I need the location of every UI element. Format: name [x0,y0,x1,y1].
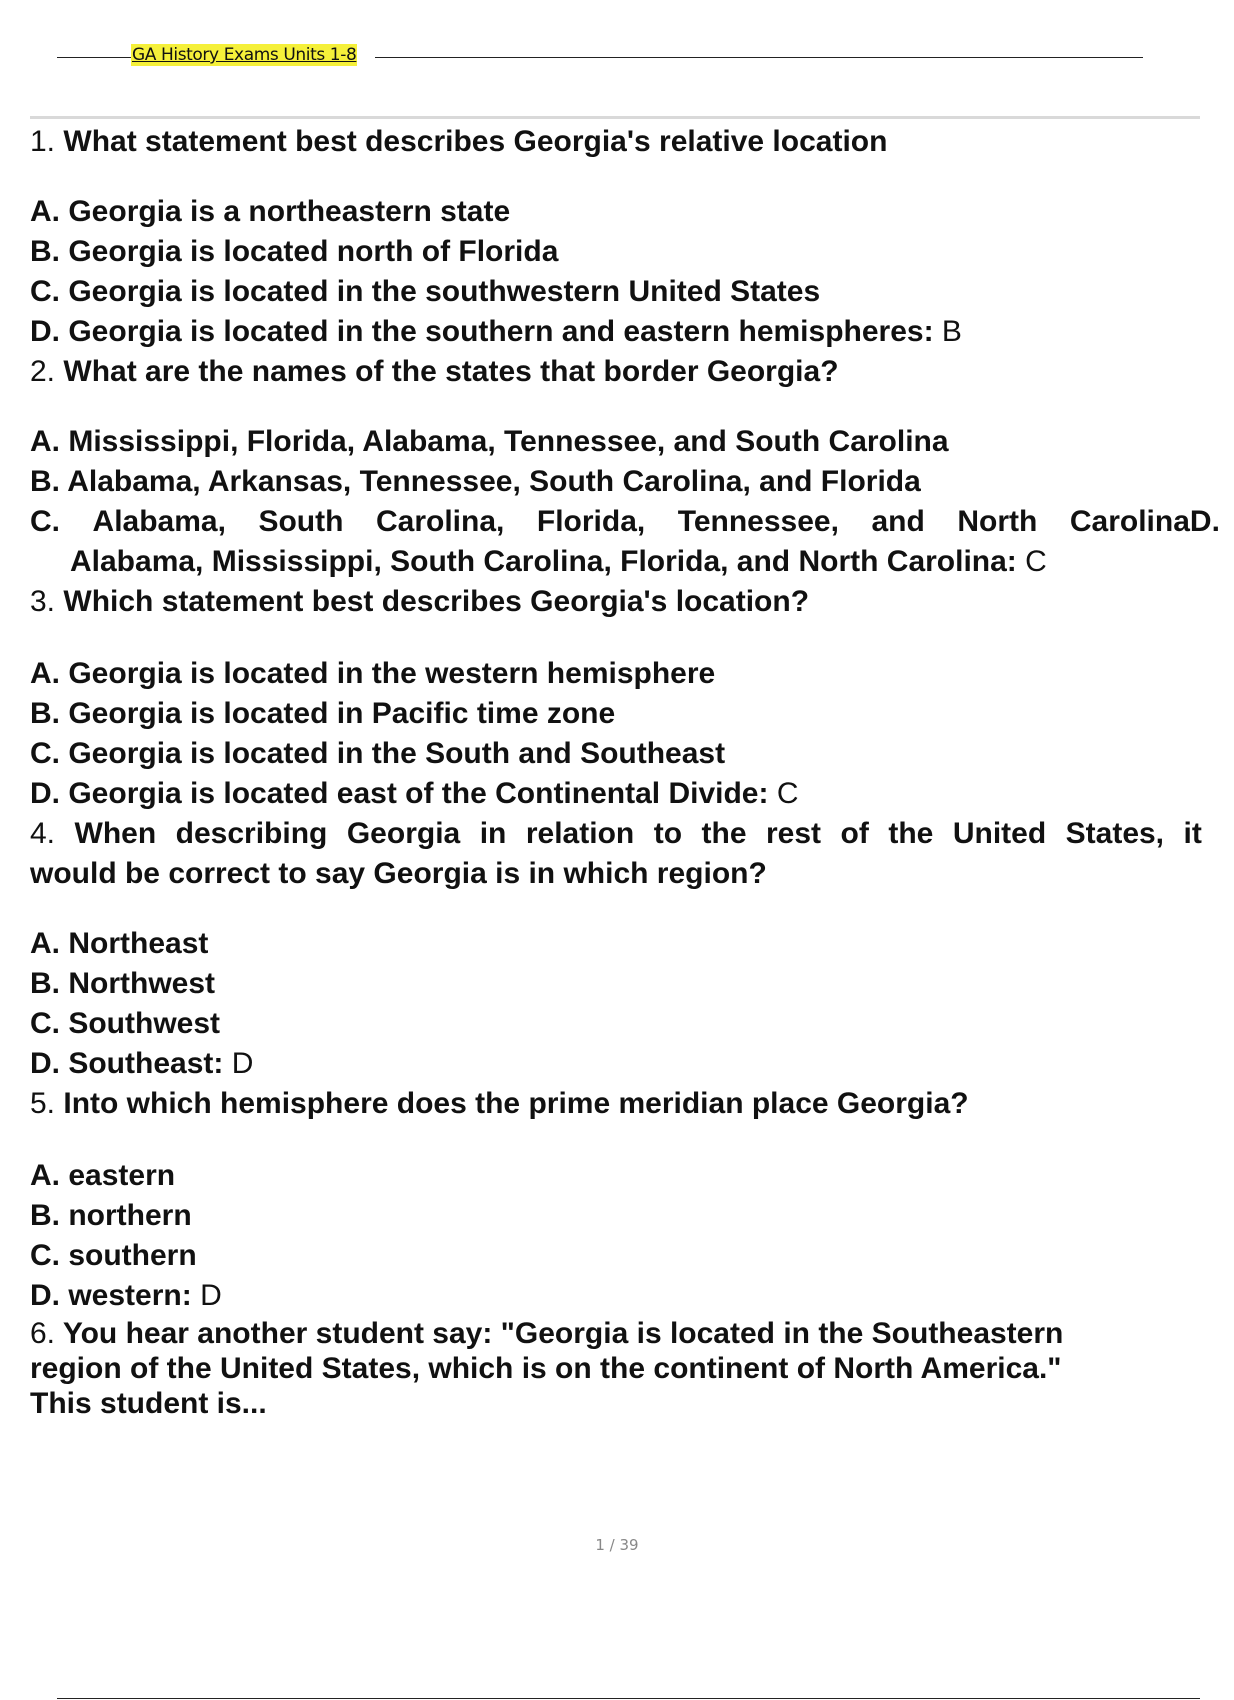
answer-key: B [941,315,962,348]
question-text-line-3: This student is... [30,1387,267,1420]
answer-key: C [776,777,799,810]
question-text-line-2: region of the United States, which is on the continent of North America." [30,1352,1062,1385]
question-text: 4. When describing Georgia in relation to the rest of the United States, it [30,817,1202,850]
option-a: A. Georgia is a northeastern state [30,195,511,228]
option-b: B. Georgia is located in Pacific time zone [30,697,616,730]
header-rule-right [375,57,1143,58]
answer-key: D [200,1279,222,1312]
question-4 [30,814,1202,1084]
option-b: B. northern [30,1199,192,1232]
document-title: GA History Exams Units 1-8 [132,45,357,65]
question-2 [30,352,1220,582]
answer-key: D [231,1047,254,1080]
option-b: B. Alabama, Arkansas, Tennessee, South Carolina, and Florida [30,465,921,498]
option-c: C. southern [30,1239,197,1272]
option-d: Alabama, Mississippi, South Carolina, Florida, and North Carolina: C [70,545,1047,578]
option-c: C. Georgia is located in the South and Southeast [30,737,726,770]
question-6 [30,1316,1198,1421]
option-b: B. Northwest [30,967,216,1000]
option-c: C. Georgia is located in the southwestern United States [30,275,821,308]
option-a: A. eastern [30,1159,176,1192]
question-text-continued: would be correct to say Georgia is in which region? [30,857,767,890]
option-c: C. Alabama, South Carolina, Florida, Tennessee, and North CarolinaD. [30,505,1220,538]
option-a: A. Georgia is located in the western hemisphere [30,657,716,690]
answer-key: C [1025,545,1047,578]
footer-rule [57,1698,1200,1699]
question-text: 5. Into which hemisphere does the prime meridian place Georgia? [30,1087,969,1120]
option-d: D. Southeast: D [30,1047,254,1080]
question-text: 1. What statement best describes Georgia's relative location [30,125,888,158]
question-text-line-1: 6. You hear another student say: "Georgia is located in the Southeastern [30,1317,1064,1350]
option-d: D. Georgia is located east of the Continental Divide: C [30,777,799,810]
exam-content [30,122,1220,1421]
question-1 [30,122,1198,352]
question-text: 3. Which statement best describes Georgia's location? [30,585,810,618]
option-b: B. Georgia is located north of Florida [30,235,559,268]
option-c: C. Southwest [30,1007,221,1040]
question-3 [30,582,1198,814]
question-5 [30,1084,1198,1316]
page-number: 1 / 39 [595,1536,639,1554]
option-d: D. Georgia is located in the southern and eastern hemispheres: B [30,315,962,348]
header-rule-left [57,57,131,58]
option-a: A. Mississippi, Florida, Alabama, Tennessee, and South Carolina [30,425,949,458]
question-text: 2. What are the names of the states that border Georgia? [30,355,839,388]
option-d: D. western: D [30,1279,222,1312]
top-divider [30,116,1200,119]
option-a: A. Northeast [30,927,209,960]
